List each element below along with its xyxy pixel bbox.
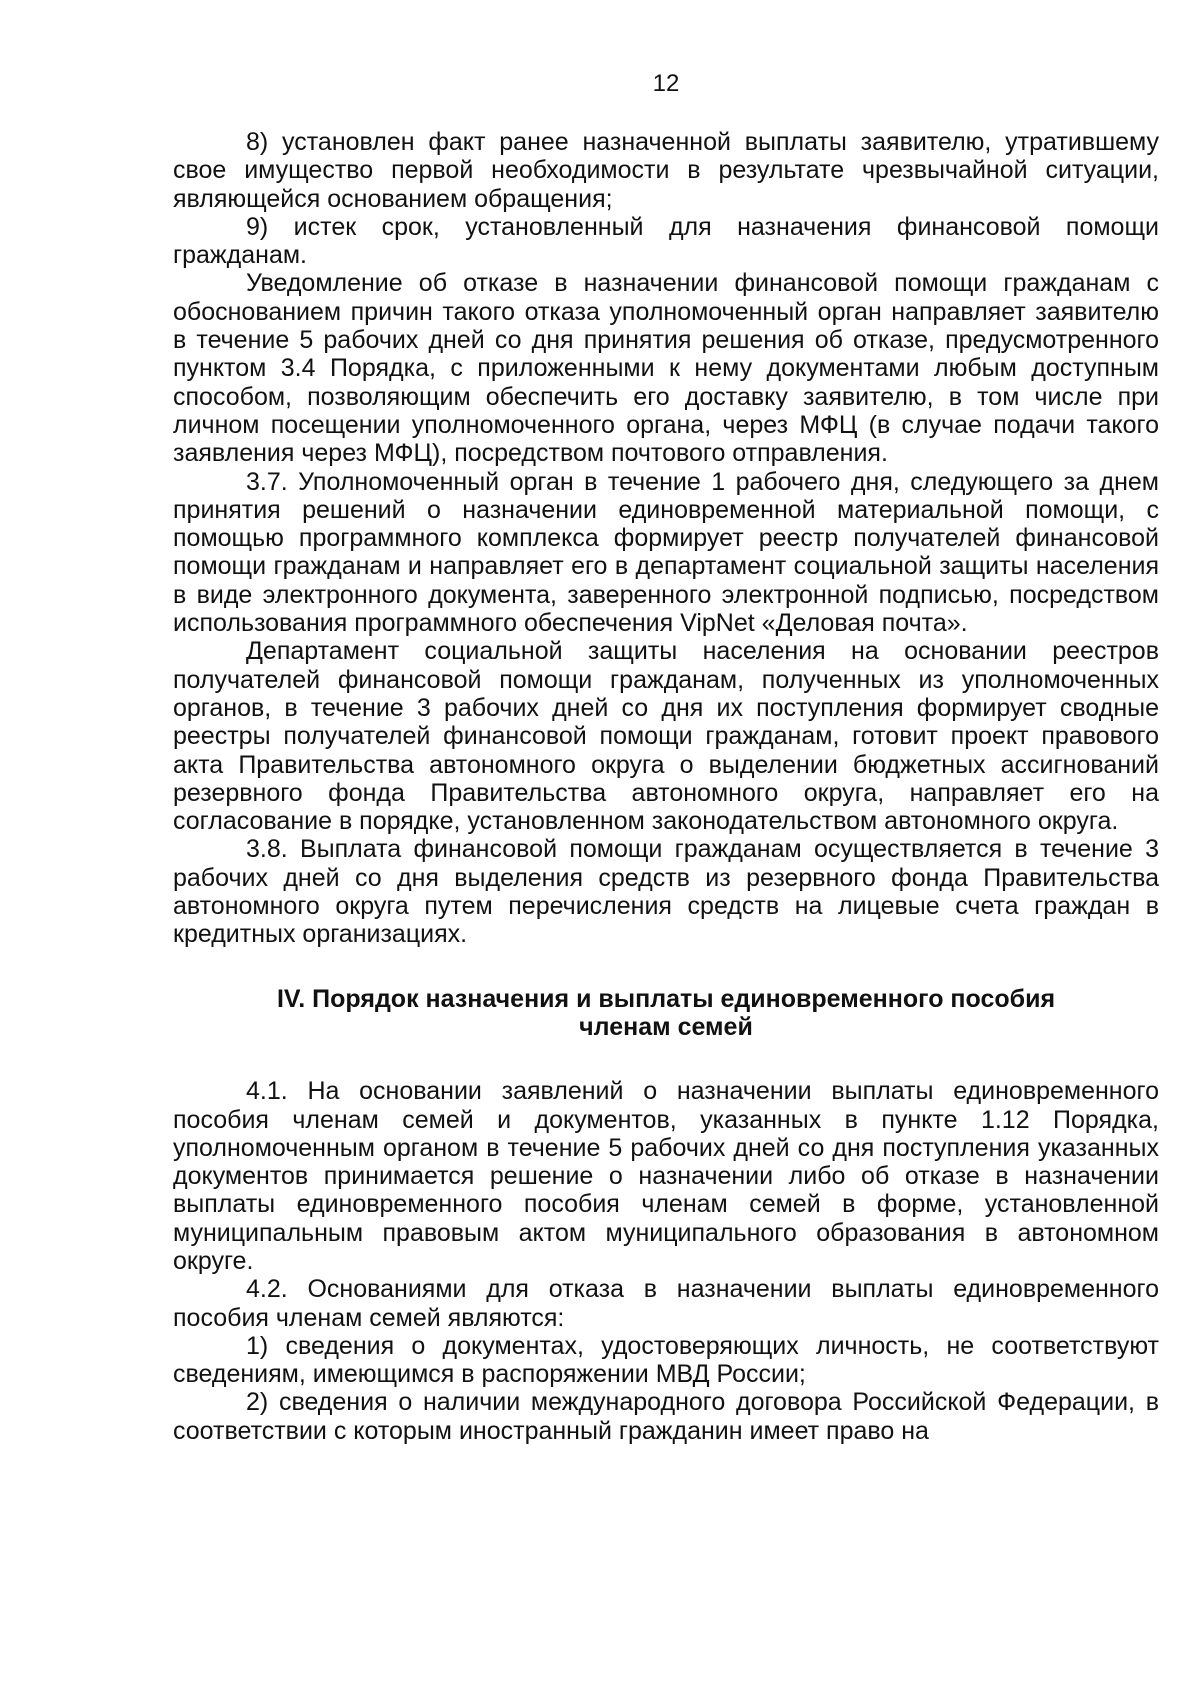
paragraph-3-7: 3.7. Уполномоченный орган в течение 1 рабочего дня, следующего за днем принятия решений о назначении единовременной материальной помощи, с помощью программного комплекса формирует реестр получателей финансовой помощи гражданам и направляет его в департамент социальной защиты населения в виде электронного документа, заверенного электронной подписью, посредством использования программного обеспечения VipNet «Деловая почта». bbox=[173, 467, 1159, 638]
paragraph-4-2: 4.2. Основаниями для отказа в назначении выплаты единовременного пособия членам семей являются: bbox=[173, 1275, 1159, 1332]
paragraph-department-registry: Департамент социальной защиты населения на основании реестров получателей финансовой помощи гражданам, полученных из уполномоченных органов, в течение 3 рабочих дней со дня их поступления формирует сводные реестры получателей финансовой помощи гражданам, готовит проект правового акта Правительства автономного округа о выделении бюджетных ассигнований резервного фонда Правительства автономного округа, направляет его на согласование в порядке, установленном законодательством автономного округа. bbox=[173, 637, 1159, 836]
paragraph-4-1: 4.1. На основании заявлений о назначении выплаты единовременного пособия членам семей и документов, указанных в пункте 1.12 Порядка, уполномоченным органом в течение 5 рабочих дней со дня поступления указанных документов принимается решение о назначении либо об отказе в назначении выплаты единовременного пособия членам семей в форме, установленной муниципальным правовым актом муниципального образования в автономном округе. bbox=[173, 1077, 1159, 1275]
paragraph-item-2: 2) сведения о наличии международного договора Российской Федерации, в соответствии с которым иностранный гражданин имеет право на bbox=[173, 1388, 1159, 1445]
document-body bbox=[173, 128, 1159, 1445]
paragraph-item-1: 1) сведения о документах, удостоверяющих личность, не соответствуют сведениям, имеющимся в распоряжении МВД России; bbox=[173, 1331, 1159, 1389]
page-number: 12 bbox=[652, 70, 680, 97]
paragraph-item-8: 8) установлен факт ранее назначенной выплаты заявителю, утратившему свое имущество первой необходимости в результате чрезвычайной ситуации, являющейся основанием обращения; bbox=[173, 128, 1159, 213]
paragraph-item-9: 9) истек срок, установленный для назначения финансовой помощи гражданам. bbox=[173, 212, 1159, 270]
section-heading: IV. Порядок назначения и выплаты единовременного пособия членам семей bbox=[276, 984, 1056, 1041]
paragraph-3-8: 3.8. Выплата финансовой помощи гражданам осуществляется в течение 3 рабочих дней со дня выделения средств из резервного фонда Правительства автономного округа путем перечисления средств на лицевые счета граждан в кредитных организациях. bbox=[173, 835, 1159, 949]
paragraph-refusal-notice: Уведомление об отказе в назначении финансовой помощи гражданам с обоснованием причин такого отказа уполномоченный орган направляет заявителю в течение 5 рабочих дней со дня принятия решения об отказе, предусмотренного пунктом 3.4 Порядка, с приложенными к нему документами любым доступным способом, позволяющим обеспечить его доставку заявителю, в том числе при личном посещении уполномоченного органа, через МФЦ (в случае подачи такого заявления через МФЦ), посредством почтового отправления. bbox=[173, 269, 1159, 468]
